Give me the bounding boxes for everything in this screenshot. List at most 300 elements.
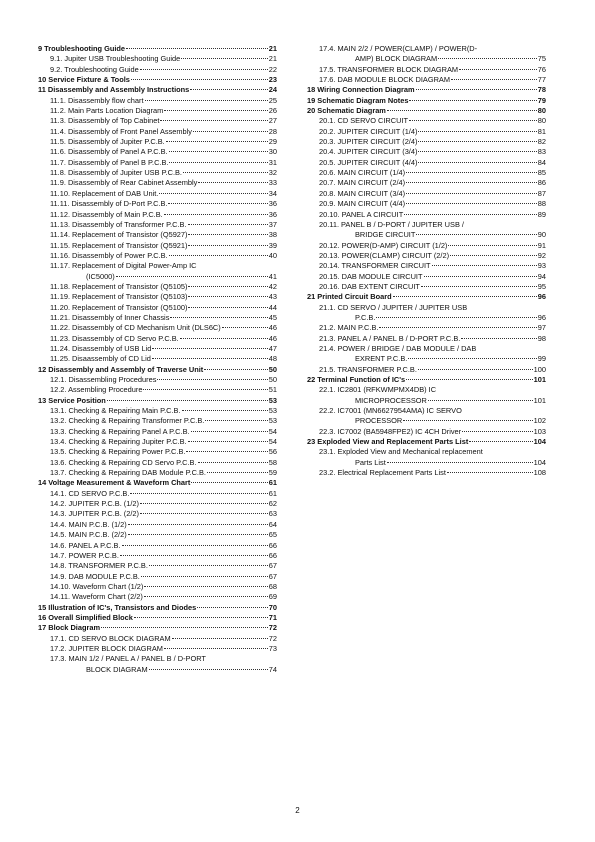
- toc-subsection-entry[interactable]: [303, 406, 546, 427]
- toc-subsection-entry[interactable]: [34, 158, 277, 168]
- dot-leader: [438, 58, 537, 59]
- toc-subsection-entry[interactable]: [303, 334, 546, 344]
- toc-entry-title: 14.11. Waveform Chart (2/2): [50, 592, 143, 602]
- dot-leader: [164, 214, 268, 215]
- toc-section-entry[interactable]: [303, 96, 546, 106]
- dot-leader: [432, 265, 537, 266]
- toc-entry-page: 80: [537, 106, 546, 116]
- toc-subsection-entry[interactable]: [34, 468, 277, 478]
- toc-entry-page: 89: [537, 209, 546, 219]
- toc-subsection-entry[interactable]: [34, 292, 277, 302]
- dot-leader: [149, 669, 268, 670]
- toc-right-column: [303, 44, 546, 478]
- toc-entry-page: 72: [268, 633, 277, 643]
- dot-leader: [160, 120, 267, 121]
- dot-leader: [131, 79, 268, 80]
- toc-entry-title: 12.2. Assembling Procedure: [50, 385, 143, 395]
- toc-subsection-entry[interactable]: [303, 241, 546, 251]
- toc-entry-title: 11.19. Replacement of Transistor (Q5103): [50, 292, 188, 302]
- toc-entry-page: 102: [533, 416, 546, 426]
- toc-entry-page: 99: [537, 354, 546, 364]
- toc-entry-page: 24: [268, 85, 277, 95]
- toc-entry-page: 91: [537, 240, 546, 250]
- dot-leader: [180, 338, 268, 339]
- toc-subsection-entry[interactable]: [34, 458, 277, 468]
- toc-section-entry[interactable]: [34, 85, 277, 95]
- toc-entry-page: 94: [537, 271, 546, 281]
- toc-subsection-entry[interactable]: [303, 427, 546, 437]
- toc-entry-page: 84: [537, 157, 546, 167]
- dot-leader: [191, 482, 267, 483]
- toc-entry-title-continuation: BRIDGE CIRCUIT: [355, 230, 416, 240]
- toc-subsection-entry[interactable]: [34, 437, 277, 447]
- toc-entry-title: 18 Wiring Connection Diagram: [307, 85, 415, 95]
- toc-subsection-entry[interactable]: [303, 189, 546, 199]
- toc-section-entry[interactable]: [34, 478, 277, 488]
- toc-entry-page: 86: [537, 178, 546, 188]
- dot-leader: [406, 203, 537, 204]
- toc-subsection-entry[interactable]: [303, 158, 546, 168]
- toc-entry-title: 14 Voltage Measurement & Waveform Chart: [38, 478, 191, 488]
- toc-entry-title: 22.2. IC7001 (MN6627954AMA) IC SERVO: [319, 406, 462, 416]
- toc-left-column: [34, 44, 277, 675]
- toc-entry-page: 54: [268, 426, 277, 436]
- toc-entry-title: 20.5. JUPITER CIRCUIT (4/4): [319, 157, 418, 167]
- toc-entry-page: 44: [268, 302, 277, 312]
- dot-leader: [222, 327, 268, 328]
- toc-entry-title: 11.18. Replacement of Transistor (Q5105): [50, 281, 188, 291]
- toc-entry-page: 53: [268, 395, 277, 405]
- dot-leader: [149, 565, 268, 566]
- toc-section-entry[interactable]: [34, 396, 277, 406]
- dot-leader: [144, 586, 267, 587]
- toc-subsection-entry[interactable]: [34, 65, 277, 75]
- toc-subsection-entry[interactable]: [303, 365, 546, 375]
- toc-section-entry[interactable]: [303, 375, 546, 385]
- toc-entry-page: 95: [537, 281, 546, 291]
- toc-subsection-entry[interactable]: [34, 354, 277, 364]
- dot-leader: [409, 100, 536, 101]
- toc-entry-title: 20 Schematic Diagram: [307, 106, 386, 116]
- toc-entry-page: 74: [268, 664, 277, 674]
- dot-leader: [126, 48, 268, 49]
- toc-subsection-entry[interactable]: [34, 251, 277, 261]
- toc-entry-title: 13.3. Checking & Repairing Panel A P.C.B.: [50, 426, 190, 436]
- toc-subsection-entry[interactable]: [34, 189, 277, 199]
- dot-leader: [421, 286, 537, 287]
- toc-entry-title: 19 Schematic Diagram Notes: [307, 95, 409, 105]
- dot-leader: [428, 400, 533, 401]
- dot-leader: [205, 420, 267, 421]
- toc-subsection-entry[interactable]: [303, 147, 546, 157]
- toc-entry-title: 11.12. Disassembly of Main P.C.B.: [50, 209, 163, 219]
- toc-section-entry[interactable]: [303, 106, 546, 116]
- toc-entry-page: 36: [268, 209, 277, 219]
- toc-entry-title: 11.2. Main Parts Location Diagram: [50, 106, 164, 116]
- toc-entry-page: 54: [268, 437, 277, 447]
- toc-entry-page: 65: [268, 530, 277, 540]
- toc-subsection-entry[interactable]: [34, 447, 277, 457]
- toc-subsection-entry[interactable]: [34, 147, 277, 157]
- toc-subsection-entry[interactable]: [34, 644, 277, 654]
- toc-subsection-entry[interactable]: [303, 385, 546, 406]
- dot-leader: [408, 358, 536, 359]
- toc-subsection-entry[interactable]: [34, 303, 277, 313]
- toc-subsection-entry[interactable]: [34, 137, 277, 147]
- toc-entry-title: 14.4. MAIN P.C.B. (1/2): [50, 519, 127, 529]
- toc-entry-title: 17.1. CD SERVO BLOCK DIAGRAM: [50, 633, 171, 643]
- toc-subsection-entry[interactable]: [34, 509, 277, 519]
- toc-entry-title: 20.4. JUPITER CIRCUIT (3/4): [319, 147, 418, 157]
- toc-entry-title: 11.20. Replacement of Transistor (Q5100): [50, 302, 188, 312]
- dot-leader: [101, 627, 268, 628]
- toc-entry-page: 46: [268, 333, 277, 343]
- toc-subsection-entry[interactable]: [303, 447, 546, 468]
- toc-entry-page: 43: [268, 292, 277, 302]
- toc-entry-page: 75: [537, 54, 546, 64]
- page-number: 2: [295, 806, 300, 815]
- dot-leader: [416, 234, 536, 235]
- toc-section-entry[interactable]: [303, 437, 546, 447]
- toc-subsection-entry[interactable]: [34, 489, 277, 499]
- toc-subsection-entry[interactable]: [303, 127, 546, 137]
- dot-leader: [183, 172, 268, 173]
- toc-entry-title: 14.5. MAIN P.C.B. (2/2): [50, 530, 127, 540]
- toc-subsection-entry[interactable]: [34, 178, 277, 188]
- toc-entry-title-continuation: (IC5000): [86, 271, 115, 281]
- toc-entry-title: 12.1. Disassembling Procedures: [50, 375, 157, 384]
- toc-section-entry[interactable]: [303, 292, 546, 302]
- toc-entry-page: 39: [268, 240, 277, 250]
- toc-entry-page: 53: [268, 406, 277, 416]
- toc-subsection-entry[interactable]: [34, 282, 277, 292]
- toc-entry-title: 11.23. Disassembly of CD Servo P.C.B.: [50, 333, 179, 343]
- toc-entry-title: 21 Printed Circuit Board: [307, 292, 392, 302]
- dot-leader: [193, 131, 268, 132]
- toc-subsection-entry[interactable]: [303, 75, 546, 85]
- toc-entry-page: 28: [268, 126, 277, 136]
- dot-leader: [188, 224, 268, 225]
- toc-entry-title: 16 Overall Simplified Block: [38, 612, 133, 622]
- dot-leader: [152, 348, 267, 349]
- dot-leader: [107, 400, 268, 401]
- toc-subsection-entry[interactable]: [34, 385, 277, 395]
- dot-leader: [181, 58, 268, 59]
- toc-entry-title: 22 Terminal Function of IC's: [307, 375, 406, 384]
- toc-subsection-entry[interactable]: [34, 406, 277, 416]
- toc-subsection-entry[interactable]: [303, 468, 546, 478]
- dot-leader: [169, 162, 267, 163]
- toc-entry-title: 17.6. DAB MODULE BLOCK DIAGRAM: [319, 75, 451, 85]
- toc-entry-title: 13.6. Checking & Repairing CD Servo P.C.B.: [50, 457, 197, 467]
- toc-entry-page: 80: [537, 116, 546, 126]
- toc-section-entry[interactable]: [34, 623, 277, 633]
- toc-subsection-entry[interactable]: [34, 375, 277, 385]
- toc-entry-title: 11.24. Disassembly of USB Lid: [50, 343, 152, 353]
- toc-entry-page: 73: [268, 643, 277, 653]
- toc-subsection-entry[interactable]: [34, 199, 277, 209]
- toc-subsection-entry[interactable]: [34, 654, 277, 675]
- toc-entry-title: 9.1. Jupiter USB Troubleshooting Guide: [50, 54, 181, 64]
- toc-entry-page: 32: [268, 168, 277, 178]
- toc-section-entry[interactable]: [303, 85, 546, 95]
- toc-entry-title: 11.11. Disassembly of D-Port P.C.B.: [50, 199, 168, 209]
- toc-subsection-entry[interactable]: [303, 168, 546, 178]
- toc-entry-page: 76: [537, 64, 546, 74]
- toc-subsection-entry[interactable]: [34, 427, 277, 437]
- dot-leader: [418, 369, 533, 370]
- toc-entry-title: 9.2. Troubleshooting Guide: [50, 64, 139, 74]
- toc-entry-page: 101: [533, 395, 546, 405]
- dot-leader: [128, 524, 268, 525]
- toc-entry-title: 20.7. MAIN CIRCUIT (2/4): [319, 178, 406, 188]
- dot-leader: [418, 151, 536, 152]
- toc-entry-title: 20.16. DAB EXTENT CIRCUIT: [319, 281, 420, 291]
- toc-subsection-entry[interactable]: [303, 261, 546, 271]
- toc-entry-title: 20.1. CD SERVO CIRCUIT: [319, 116, 408, 126]
- toc-subsection-entry[interactable]: [303, 220, 546, 241]
- toc-subsection-entry[interactable]: [34, 106, 277, 116]
- toc-subsection-entry[interactable]: [303, 210, 546, 220]
- toc-subsection-entry[interactable]: [34, 582, 277, 592]
- toc-entry-page: 25: [268, 95, 277, 105]
- toc-subsection-entry[interactable]: [34, 334, 277, 344]
- toc-subsection-entry[interactable]: [303, 272, 546, 282]
- dot-leader: [403, 420, 532, 421]
- toc-entry-title: 14.8. TRANSFORMER P.C.B.: [50, 561, 148, 571]
- dot-leader: [128, 534, 268, 535]
- dot-leader: [462, 431, 533, 432]
- dot-leader: [387, 462, 533, 463]
- toc-entry-page: 67: [268, 561, 277, 571]
- toc-entry-title: 20.12. POWER(D-AMP) CIRCUIT (1/2): [319, 240, 448, 250]
- toc-entry-title: 12 Disassembly and Assembly of Traverse Unit: [38, 364, 204, 374]
- toc-subsection-entry[interactable]: [34, 261, 277, 282]
- toc-entry-page: 45: [268, 312, 277, 322]
- toc-subsection-entry[interactable]: [303, 199, 546, 209]
- toc-section-entry[interactable]: [34, 75, 277, 85]
- toc-subsection-entry[interactable]: [303, 303, 546, 324]
- toc-subsection-entry[interactable]: [34, 561, 277, 571]
- toc-entry-title-continuation: EXRENT P.C.B.: [355, 354, 408, 364]
- dot-leader: [376, 317, 536, 318]
- dot-leader: [120, 555, 268, 556]
- dot-leader: [188, 245, 267, 246]
- toc-entry-page: 85: [537, 168, 546, 178]
- toc-subsection-entry[interactable]: [34, 344, 277, 354]
- toc-entry-title: 14.6. PANEL A P.C.B.: [50, 540, 121, 550]
- toc-subsection-entry[interactable]: [303, 251, 546, 261]
- dot-leader: [188, 441, 268, 442]
- toc-entry-page: 70: [268, 602, 277, 612]
- toc-subsection-entry[interactable]: [303, 137, 546, 147]
- toc-subsection-entry[interactable]: [303, 116, 546, 126]
- toc-section-entry[interactable]: [34, 44, 277, 54]
- dot-leader: [461, 338, 536, 339]
- toc-entry-page: 79: [537, 95, 546, 105]
- toc-entry-page: 87: [537, 188, 546, 198]
- toc-entry-title: 22.1. IC2801 (RFKWMPMX4DB) IC: [319, 385, 437, 395]
- toc-entry-title: 20.8. MAIN CIRCUIT (3/4): [319, 188, 406, 198]
- dot-leader: [204, 369, 267, 370]
- dot-leader: [157, 379, 267, 380]
- toc-entry-title: 20.9. MAIN CIRCUIT (4/4): [319, 199, 406, 209]
- toc-entry-page: 30: [268, 147, 277, 157]
- toc-entry-title: 21.5. TRANSFORMER P.C.B.: [319, 364, 417, 374]
- toc-entry-title: 13.2. Checking & Repairing Transformer P.C.B.: [50, 416, 205, 426]
- dot-leader: [130, 493, 267, 494]
- toc-entry-page: 26: [268, 106, 277, 116]
- dot-leader: [404, 214, 537, 215]
- toc-section-entry[interactable]: [34, 613, 277, 623]
- dot-leader: [140, 513, 268, 514]
- toc-entry-page: 90: [537, 230, 546, 240]
- toc-entry-page: 93: [537, 261, 546, 271]
- toc-entry-page: 71: [268, 612, 277, 622]
- toc-subsection-entry[interactable]: [34, 520, 277, 530]
- dot-leader: [182, 410, 268, 411]
- toc-subsection-entry[interactable]: [34, 541, 277, 551]
- toc-entry-title: 20.3. JUPITER CIRCUIT (2/4): [319, 137, 418, 147]
- toc-subsection-entry[interactable]: [34, 116, 277, 126]
- toc-entry-page: 108: [533, 468, 546, 478]
- dot-leader: [198, 182, 267, 183]
- toc-entry-title: 11.5. Disassembly of Jupiter P.C.B.: [50, 137, 165, 147]
- toc-entry-page: 96: [537, 312, 546, 322]
- toc-entry-title-continuation: AMP) BLOCK DIAGRAM: [355, 54, 438, 64]
- toc-subsection-entry[interactable]: [34, 323, 277, 333]
- toc-subsection-entry[interactable]: [34, 530, 277, 540]
- toc-entry-title: 11.10. Replacement of DAB Unit.: [50, 188, 159, 198]
- toc-entry-title-continuation: P.C.B.: [355, 312, 376, 322]
- toc-subsection-entry[interactable]: [34, 551, 277, 561]
- toc-entry-title-continuation: PROCESSOR: [355, 416, 403, 426]
- toc-entry-page: 61: [268, 488, 277, 498]
- toc-entry-page: 47: [268, 343, 277, 353]
- toc-entry-page: 82: [537, 137, 546, 147]
- toc-subsection-entry[interactable]: [34, 241, 277, 251]
- toc-entry-page: 98: [537, 333, 546, 343]
- dot-leader: [450, 255, 537, 256]
- toc-entry-page: 96: [537, 292, 546, 302]
- toc-subsection-entry[interactable]: [303, 344, 546, 365]
- toc-subsection-entry[interactable]: [34, 592, 277, 602]
- toc-entry-title: 11.4. Disassembly of Front Panel Assembly: [50, 126, 192, 136]
- dot-leader: [122, 545, 268, 546]
- toc-entry-title: 11.1. Disassembly flow chart: [50, 95, 144, 105]
- dot-leader: [451, 79, 537, 80]
- dot-leader: [169, 255, 268, 256]
- toc-entry-title: 14.3. JUPITER P.C.B. (2/2): [50, 509, 139, 519]
- toc-entry-title: 21.1. CD SERVO / JUPITER / JUPITER USB: [319, 302, 468, 312]
- toc-subsection-entry[interactable]: [34, 499, 277, 509]
- toc-entry-title: 17.4. MAIN 2/2 / POWER(CLAMP) / POWER(D-: [319, 44, 478, 53]
- toc-subsection-entry[interactable]: [303, 44, 546, 65]
- toc-entry-page: 50: [268, 364, 277, 374]
- dot-leader: [141, 576, 268, 577]
- toc-entry-title: 21.2. MAIN P.C.B.: [319, 323, 379, 333]
- dot-leader: [379, 327, 536, 328]
- dot-leader: [393, 296, 537, 297]
- toc-entry-page: 37: [268, 219, 277, 229]
- toc-entry-title: 13.5. Checking & Repairing Power P.C.B.: [50, 447, 186, 457]
- toc-section-entry[interactable]: [34, 603, 277, 613]
- toc-entry-page: 104: [533, 437, 546, 447]
- toc-entry-page: 59: [268, 468, 277, 478]
- toc-entry-page: 81: [537, 126, 546, 136]
- toc-entry-page: 88: [537, 199, 546, 209]
- toc-subsection-entry[interactable]: [34, 96, 277, 106]
- toc-subsection-entry[interactable]: [34, 230, 277, 240]
- toc-entry-title: 17 Block Diagram: [38, 623, 101, 633]
- toc-entry-page: 53: [268, 416, 277, 426]
- toc-entry-page: 46: [268, 323, 277, 333]
- dot-leader: [190, 89, 267, 90]
- toc-entry-page: 42: [268, 281, 277, 291]
- toc-subsection-entry[interactable]: [34, 220, 277, 230]
- toc-subsection-entry[interactable]: [34, 313, 277, 323]
- toc-entry-page: 103: [533, 426, 546, 436]
- dot-leader: [424, 276, 537, 277]
- toc-entry-page: 36: [268, 199, 277, 209]
- toc-entry-page: 22: [268, 64, 277, 74]
- toc-subsection-entry[interactable]: [34, 634, 277, 644]
- toc-entry-page: 100: [533, 364, 546, 374]
- toc-entry-page: 50: [268, 375, 277, 384]
- toc-entry-title: 13.7. Checking & Repairing DAB Module P.C.B.: [50, 468, 206, 478]
- dot-leader: [159, 193, 267, 194]
- toc-entry-page: 72: [268, 623, 277, 633]
- toc-subsection-entry[interactable]: [34, 572, 277, 582]
- toc-subsection-entry[interactable]: [34, 168, 277, 178]
- dot-leader: [116, 276, 268, 277]
- toc-entry-title: 11.25. Disaassembly of CD Lid: [50, 354, 151, 364]
- toc-subsection-entry[interactable]: [34, 416, 277, 426]
- toc-subsection-entry[interactable]: [34, 210, 277, 220]
- toc-entry-page: 48: [268, 354, 277, 364]
- toc-entry-page: 101: [533, 375, 546, 384]
- toc-subsection-entry[interactable]: [303, 282, 546, 292]
- toc-entry-page: 41: [268, 271, 277, 281]
- toc-section-entry[interactable]: [34, 365, 277, 375]
- dot-leader: [145, 100, 268, 101]
- dot-leader: [164, 110, 268, 111]
- dot-leader: [418, 141, 536, 142]
- dot-leader: [143, 389, 267, 390]
- toc-entry-title: 14.10. Waveform Chart (1/2): [50, 581, 144, 591]
- toc-entry-page: 33: [268, 178, 277, 188]
- toc-subsection-entry[interactable]: [34, 127, 277, 137]
- toc-subsection-entry[interactable]: [303, 65, 546, 75]
- toc-entry-title: 20.11. PANEL B / D-PORT / JUPITER USB /: [319, 219, 464, 229]
- toc-entry-page: 38: [268, 230, 277, 240]
- dot-leader: [406, 172, 537, 173]
- dot-leader: [191, 431, 268, 432]
- toc-entry-page: 34: [268, 188, 277, 198]
- toc-subsection-entry[interactable]: [303, 178, 546, 188]
- toc-entry-title: 14.1. CD SERVO P.C.B.: [50, 488, 130, 498]
- dot-leader: [448, 245, 536, 246]
- toc-entry-page: 27: [268, 116, 277, 126]
- toc-entry-title: 20.15. DAB MODULE CIRCUIT: [319, 271, 423, 281]
- toc-subsection-entry[interactable]: [34, 54, 277, 64]
- dot-leader: [186, 451, 267, 452]
- toc-entry-title: 13.4. Checking & Repairing Jupiter P.C.B.: [50, 437, 187, 447]
- toc-entry-title: 11.17. Replacement of Digital Power-Amp IC: [50, 261, 197, 271]
- toc-entry-title-continuation: BLOCK DIAGRAM: [86, 664, 148, 674]
- toc-subsection-entry[interactable]: [303, 323, 546, 333]
- toc-entry-title: 11.14. Replacement of Transistor (Q5927): [50, 230, 188, 240]
